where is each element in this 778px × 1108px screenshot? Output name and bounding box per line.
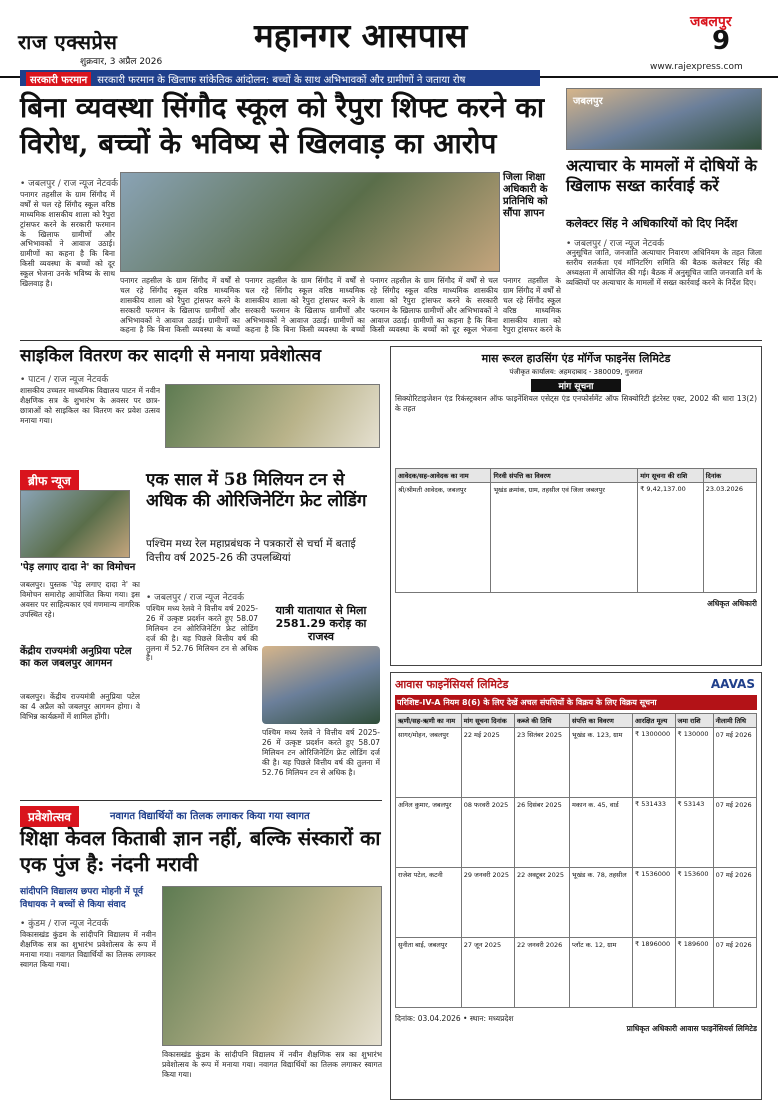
aavas-logo: AAVAS: [710, 677, 755, 691]
strap-tag: सरकारी फरमान: [26, 72, 91, 86]
cell: प्लॉट क. 12, ग्राम: [570, 938, 633, 1008]
notice1-sign: अधिकृत अधिकारी: [707, 599, 757, 608]
cycle-byline: • पाटन / राज न्यूज नेटवर्क: [20, 375, 109, 385]
cell: 07 मई 2026: [713, 728, 756, 798]
cycle-headline: साइकिल वितरण कर सादगी से मनाया प्रवेशोत्सव: [20, 346, 322, 366]
edu-body: विकासखंड कुंडम के सांदीपनि विद्यालय में नवीन शैक्षणिक सत्र का शुभारंभ प्रवेशोत्सव के रूप में मनाया गया। नवागत विद्यार्थियों का तिलक लगाकर स्वागत किया गया।: [20, 930, 156, 969]
rail-headline: एक साल में 58 मिलियन टन से अधिक की ओरिजिनेटिंग फ्रेट लोडिंग: [146, 470, 367, 512]
notice1-title: मांग सूचना: [531, 379, 621, 392]
edu-byline: • कुंडम / राज न्यूज नेटवर्क: [20, 919, 109, 929]
notice2-footer: दिनांक: 03.04.2026 • स्थान: मध्यप्रदेश: [395, 1014, 514, 1023]
notice1-col: मांग सूचना की राशि: [638, 469, 704, 483]
divider-edu: [20, 800, 382, 801]
lead-sidebox: [503, 172, 561, 272]
masthead: [0, 0, 778, 78]
cell: राजेश पटेल, कटनी: [396, 868, 462, 938]
cell: 23 सितंबर 2025: [514, 728, 569, 798]
cell: 22 जनवरी 2026: [514, 938, 569, 1008]
rail-body-2: पश्चिम मध्य रेलवे ने वित्तीय वर्ष 2025-26 में उत्कृष्ट प्रदर्शन करते हुए 58.07 मिलियन टन ओरिजिनेटिंग फ्रेट लोडिंग दर्ज की है। यह पिछले वित्तीय वर्ष की तुलना में 52.76 मिलियन टन से अधिक है।: [262, 728, 380, 777]
notice2-sign: प्राधिकृत अधिकारी आवास फाइनेंसियर्स लिमिटेड: [626, 1023, 757, 1033]
cell: ₹ 53143: [675, 798, 713, 868]
notice1-cell: 23.03.2026: [703, 483, 756, 593]
mas-rural-notice: [390, 346, 762, 666]
right-subheadline: कलेक्टर सिंह ने अधिकारियों को दिए निर्देश: [566, 217, 738, 230]
rail-body: पश्चिम मध्य रेलवे ने वित्तीय वर्ष 2025-26 में उत्कृष्ट प्रदर्शन करते हुए 58.07 मिलियन टन ओरिजिनेटिंग फ्रेट लोडिंग दर्ज की है। यह पिछले वित्तीय वर्ष की तुलना में 52.76 मिलियन टन से अधिक है।: [146, 604, 258, 663]
gm-portrait: [262, 646, 380, 724]
notice2-header-row: [396, 714, 757, 728]
cell: 29 जनवरी 2025: [461, 868, 514, 938]
notice2-col: मांग सूचना दिनांक: [461, 714, 514, 728]
cell: भूखंड क. 78, तहसील: [570, 868, 633, 938]
edition-city: जबलपुर: [690, 14, 732, 30]
cell: 22 मई 2025: [461, 728, 514, 798]
rail-box-title: यात्री यातायात से मिला 2581.29 करोड़ का राजस्व: [275, 604, 367, 644]
rail-subheadline: पश्चिम मध्य रेल महाप्रबंधक ने पत्रकारों से चर्चा में बताई वित्तीय वर्ष 2025-26 की उपलब्धियां: [146, 538, 356, 564]
cell: मकान क. 45, वार्ड: [570, 798, 633, 868]
notice1-col: गिरवी संपत्ति का विवरण: [491, 469, 638, 483]
notice2-table: [395, 713, 757, 1008]
cell: भूखंड क. 123, ग्राम: [570, 728, 633, 798]
cell: 07 मई 2026: [713, 868, 756, 938]
lead-byline: • जबलपुर / राज न्यूज नेटवर्क: [20, 179, 119, 189]
edu-tag: प्रवेशोत्सव: [20, 806, 79, 827]
brief2-body: जबलपुर। केंद्रीय राज्यमंत्री अनुप्रिया पटेल का 4 अप्रैल को जबलपुर आगमन होगा। वे विभिन्न कार्यक्रमों में शामिल होंगी।: [20, 692, 140, 721]
cell: ₹ 130000: [675, 728, 713, 798]
newspaper-brand: राज एक्सप्रेस: [18, 30, 118, 54]
cell: ₹ 1300000: [633, 728, 675, 798]
notice1-header-row: [396, 469, 757, 483]
cell: 26 दिसंबर 2025: [514, 798, 569, 868]
cell: ₹ 153600: [675, 868, 713, 938]
notice1-col: दिनांक: [703, 469, 756, 483]
lead-body-col3: पनागर तहसील के ग्राम सिंगौद में वर्षों से चल रहे सिंगौद स्कूल वरिष्ठ माध्यमिक शासकीय शाला को रैपुरा ट्रांसफर करने के सरकारी फरमान के खिलाफ ग्रामीणों और अभिभावकों ने आवाज उठाई। ग्रामीणों का कहना है कि बिना किसी व्यवस्था के बच्चों: [245, 276, 365, 334]
brief-news-label: ब्रीफ न्यूज: [20, 470, 79, 491]
notice2-row: [396, 798, 757, 868]
cycle-photo: [165, 384, 380, 448]
cycle-body: शासकीय उच्चतर माध्यमिक विद्यालय पाटन में नवीन शैक्षणिक सत्र के शुभारंभ के अवसर पर छात्र-छात्राओं को साइकिल का वितरण कर प्रवेश उत्सव मनाया गया।: [20, 386, 160, 425]
notice2-col: ऋणी/सह-ऋणी का नाम: [396, 714, 462, 728]
edu-body-2: विकासखंड कुंडम के सांदीपनि विद्यालय में नवीन शैक्षणिक सत्र का शुभारंभ प्रवेशोत्सव के रूप में मनाया गया। नवागत विद्यार्थियों का तिलक लगाकर स्वागत किया गया।: [162, 1050, 382, 1079]
notice2-row: [396, 938, 757, 1008]
right-headline: अत्याचार के मामलों में दोषियों के खिलाफ सख्त कार्रवाई करें: [566, 156, 757, 195]
lead-body-col1: पनागर तहसील के ग्राम सिंगौद में वर्षों से चल रहे सिंगौद स्कूल वरिष्ठ माध्यमिक शासकीय शाला को रैपुरा ट्रांसफर करने के सरकारी फरमान के खिलाफ ग्रामीणों और अभिभावकों ने आवाज उठाई। ग्रामीणों का कहना है कि बिना किसी व्यवस्था के बच्चों को दूर स्कूल भेजना उनके भविष्य के साथ खिलवाड़ है।: [20, 190, 115, 289]
cell: अनिल कुमार, जबलपुर: [396, 798, 462, 868]
strap-text: सरकारी फरमान के खिलाफ सांकेतिक आंदोलन: बच्चों के साथ अभिभावकों और ग्रामीणों ने जताया रोष: [97, 75, 466, 86]
divider: [20, 340, 762, 341]
notice2-col: संपत्ति का विवरण: [570, 714, 633, 728]
page-number: 9: [712, 26, 731, 56]
edu-headline: शिक्षा केवल किताबी ज्ञान नहीं, बल्कि संस्कारों का एक पुंज है: नंदनी मरावी: [20, 826, 381, 876]
notice2-row: [396, 868, 757, 938]
notice2-col: आरक्षित मूल्य: [633, 714, 675, 728]
brief-photo: [20, 490, 130, 558]
notice1-table: [395, 468, 757, 593]
cell: सुनीता बाई, जबलपुर: [396, 938, 462, 1008]
sidebox-title: जिला शिक्षा अधिकारी के प्रतिनिधि को सौंपा ज्ञापन: [503, 172, 548, 219]
cell: 08 फरवरी 2025: [461, 798, 514, 868]
cell: ₹ 531433: [633, 798, 675, 868]
notice2-title: परिशिष्ट-IV-A नियम 8(6) के लिए देखें अचल संपत्तियों के विक्रय के लिए विक्रय सूचना: [395, 695, 757, 710]
website-url[interactable]: www.rajexpress.com: [650, 62, 743, 72]
brief2-title: केंद्रीय राज्यमंत्री अनुप्रिया पटेल का कल जबलपुर आगमन: [20, 646, 132, 669]
brief1-title: 'पेड़ लगाए दादा ने' का विमोचन: [20, 562, 136, 573]
collector-meeting-photo: [566, 88, 762, 150]
cell: 22 अक्टूबर 2025: [514, 868, 569, 938]
notice2-row: [396, 728, 757, 798]
right-body: अनुसूचित जाति, जनजाति अत्याचार निवारण अधिनियम के तहत जिला स्तरीय सतर्कता एवं मॉनिटरिंग समिति की बैठक कलेक्टर सिंह की अध्यक्षता में आयोजित की गई। बैठक में अनुसूचित जाति जनजाति वर्ग के व्यक्तियों पर अत्याचार के मामलों में सख्त कार्रवाई करने के निर्देश दिए।: [566, 248, 762, 287]
notice1-col: आवेदक/सह-आवेदक का नाम: [396, 469, 491, 483]
notice2-col: नीलामी तिथि: [713, 714, 756, 728]
notice2-company: आवास फाइनेंसियर्स लिमिटेड: [395, 678, 509, 691]
edu-subheadline: सांदीपनि विद्यालय छपरा मोहनी में पूर्व विधायक ने बच्चों से किया संवाद: [20, 887, 144, 910]
notice1-row: [396, 483, 757, 593]
notice1-intro: सिक्योरिटाइजेशन एंड रिकंस्ट्रक्शन ऑफ फाइनेंशियल एसेट्स एंड एनफोर्समेंट ऑफ सिक्योरिटी इंटरेस्ट एक्ट, 2002 की धारा 13(2) के तहत: [395, 394, 757, 413]
edu-strip: नवागत विद्यार्थियों का तिलक लगाकर किया गया स्वागत: [110, 811, 310, 822]
lead-body-col5: पनागर तहसील के ग्राम सिंगौद में वर्षों से चल रहे सिंगौद स्कूल वरिष्ठ माध्यमिक शासकीय शाला को रैपुरा ट्रांसफर करने के: [503, 276, 561, 334]
section-title: महानगर आसपास: [254, 16, 468, 55]
cell: 27 जून 2025: [461, 938, 514, 1008]
edu-photo: [162, 886, 382, 1046]
cell: ₹ 189600: [675, 938, 713, 1008]
lead-body-col4: पनागर तहसील के ग्राम सिंगौद में वर्षों से चल रहे सिंगौद स्कूल वरिष्ठ माध्यमिक शासकीय शाला को रैपुरा ट्रांसफर करने के सरकारी फरमान के खिलाफ ग्रामीणों और अभिभावकों ने आवाज उठाई। ग्रामीणों का कहना है कि बिना किसी व्यवस्था के बच्चों को दूर स्कूल भेजना: [370, 276, 498, 334]
lead-body-col2: पनागर तहसील के ग्राम सिंगौद में वर्षों से चल रहे सिंगौद स्कूल वरिष्ठ माध्यमिक शासकीय शाला को रैपुरा ट्रांसफर करने के सरकारी फरमान के खिलाफ ग्रामीणों और अभिभावकों ने आवाज उठाई। ग्रामीणों का कहना है कि बिना किसी व्यवस्था के बच्चों: [120, 276, 240, 334]
lead-strap: [20, 70, 540, 86]
notice1-company: मास रूरल हाउसिंग एंड मॉर्गेज फाइनेंस लिमिटेड: [481, 352, 671, 365]
jabalpur-badge: जबलपुर: [573, 96, 603, 107]
notice1-cell: ₹ 9,42,137.00: [638, 483, 704, 593]
notice1-address: पंजीकृत कार्यालय: अहमदाबाद - 380009, गुजरात: [509, 368, 643, 376]
notice1-cell: भूखंड क्रमांक, ग्राम, तहसील एवं जिला जबलपुर: [491, 483, 638, 593]
cell: ₹ 1896000: [633, 938, 675, 1008]
cell: 07 मई 2026: [713, 938, 756, 1008]
lead-headline: बिना व्यवस्था सिंगौद स्कूल को रैपुरा शिफ्ट करने का विरोध, बच्चों के भविष्य से खिलवाड़ का आरोप: [20, 91, 545, 160]
brief1-body: जबलपुर। पुस्तक 'पेड़ लगाए दादा ने' का विमोचन समारोह आयोजित किया गया। इस अवसर पर साहित्यकार एवं गणमान्य नागरिक उपस्थित रहे।: [20, 580, 140, 619]
notice2-col: जमा राशि: [675, 714, 713, 728]
rail-byline: • जबलपुर / राज न्यूज नेटवर्क: [146, 593, 245, 603]
notice2-col: कब्जे की तिथि: [514, 714, 569, 728]
issue-date: शुक्रवार, 3 अप्रैल 2026: [80, 57, 163, 67]
notice1-cell: श्री/श्रीमती आवेदक, जबलपुर: [396, 483, 491, 593]
lead-photo-school: [120, 172, 500, 272]
cell: ₹ 1536000: [633, 868, 675, 938]
aavas-notice: [390, 672, 762, 1100]
cell: सागर/मोहन, जबलपुर: [396, 728, 462, 798]
right-byline: • जबलपुर / राज न्यूज नेटवर्क: [566, 239, 665, 249]
cell: 07 मई 2026: [713, 798, 756, 868]
